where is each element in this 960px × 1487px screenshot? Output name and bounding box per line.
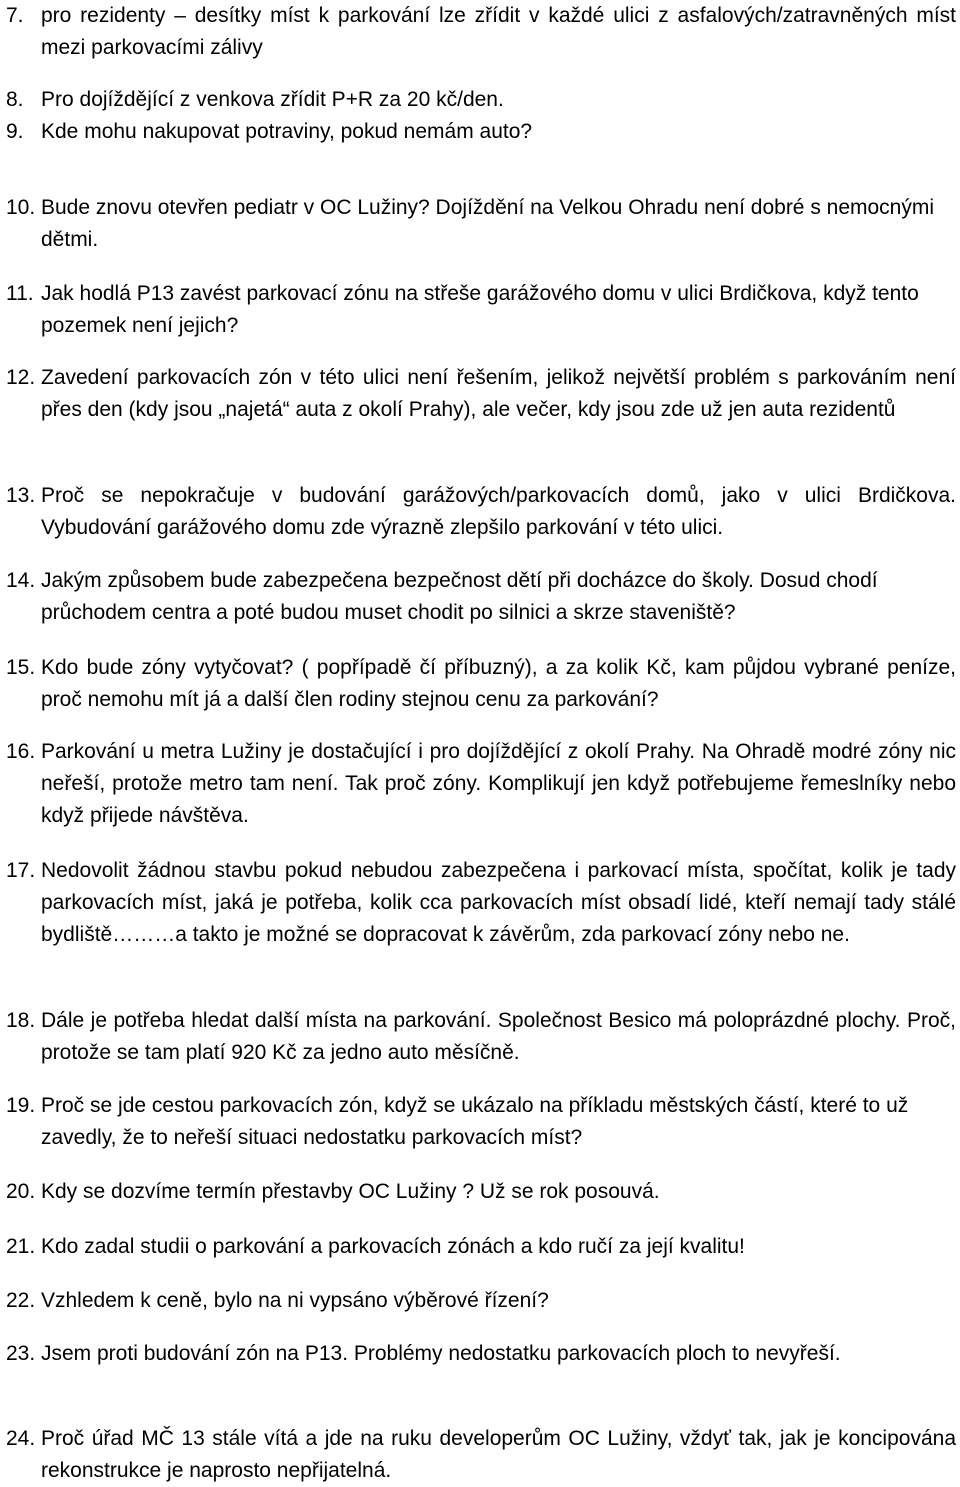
item-number: 16. [6,740,36,763]
item-text: Kdo bude zóny vytyčovat? ( popřípadě čí příbuzný), a za kolik Kč, kam půjdou vybrané peníze, proč nemohu mít já a další člen rodiny stejnou cenu za parkování? [41,656,956,711]
list-item [6,1176,956,1208]
item-text: Kdo zadal studii o parkování a parkovacích zónách a kdo ručí za její kvalitu! [41,1235,745,1258]
item-number: 24. [6,1427,36,1450]
item-number: 17. [6,859,36,882]
item-text: Proč se jde cestou parkovacích zón, když se ukázalo na příkladu městských částí, které to už zavedly, že to neřeší situaci nedostatku parkovacích míst? [41,1094,909,1149]
item-text: Dále je potřeba hledat další místa na parkování. Společnost Besico má poloprázdné plochy. Proč, protože se tam platí 920 Kč za jedno auto měsíčně. [41,1009,956,1064]
list-item [6,1090,956,1154]
item-number: 8. [6,88,24,111]
list-item [6,192,956,256]
list-item [6,1423,956,1487]
item-text: Zavedení parkovacích zón v této ulici není řešením, jelikož největší problém s parkováním není přes den (kdy jsou „najetá“ auta z okolí Prahy), ale večer, kdy jsou zde už jen auta rezidentů [41,366,956,421]
item-text: Kde mohu nakupovat potraviny, pokud nemám auto? [41,120,533,143]
item-number: 9. [6,120,24,143]
item-text: Nedovolit žádnou stavbu pokud nebudou zabezpečena i parkovací místa, spočítat, kolik je tady parkovacích míst, jaká je potřeba, kolik cca parkovacích míst obsadí lidé, kteří nemají tady stálé bydliště………a takto je možné se dopracovat k závěrům, zda parkovací zóny nebo ne. [41,859,956,946]
item-text: Kdy se dozvíme termín přestavby OC Lužiny ? Už se rok posouvá. [41,1180,660,1203]
item-text: Parkování u metra Lužiny je dostačující i pro dojíždějící z okolí Prahy. Na Ohradě modré zóny nic neřeší, protože metro tam není. Tak proč zóny. Komplikují jen když potřebujeme řemeslníky nebo když přijede návštěva. [41,740,956,827]
list-item [6,1231,956,1263]
list-item [6,736,956,832]
item-number: 22. [6,1289,36,1312]
item-number: 7. [6,4,24,27]
item-number: 14. [6,569,36,592]
list-item [6,116,956,148]
item-number: 18. [6,1009,36,1032]
list-item [6,84,956,116]
item-text: pro rezidenty – desítky míst k parkování lze zřídit v každé ulici z asfalových/zatravněných míst mezi parkovacími zálivy [41,4,956,59]
item-number: 21. [6,1235,36,1258]
list-item [6,652,956,716]
item-number: 15. [6,656,36,679]
item-text: Jakým způsobem bude zabezpečena bezpečnost dětí při docházce do školy. Dosud chodí průchodem centra a poté budou muset chodit po silnici a skrze staveniště? [41,569,878,624]
list-item [6,362,956,426]
list-item [6,278,956,342]
item-number: 20. [6,1180,36,1203]
item-text: Jsem proti budování zón na P13. Problémy nedostatku parkovacích ploch to nevyřeší. [41,1342,841,1365]
item-text: Pro dojíždějící z venkova zřídit P+R za 20 kč/den. [41,88,504,111]
item-text: Proč se nepokračuje v budování garážových/parkovacích domů, jako v ulici Brdičkova. Vybudování garážového domu zde výrazně zlepšilo parkování v této ulici. [41,484,956,539]
list-item [6,480,956,544]
list-item [6,1285,956,1317]
item-number: 12. [6,366,36,389]
item-number: 11. [6,282,34,305]
item-number: 10. [6,196,36,219]
item-text: Proč úřad MČ 13 stále vítá a jde na ruku developerům OC Lužiny, vždyť tak, jak je koncipována rekonstrukce je naprosto nepřijatelná. [41,1427,956,1482]
item-text: Vzhledem k ceně, bylo na ni vypsáno výběrové řízení? [41,1289,549,1312]
item-number: 19. [6,1094,36,1117]
item-number: 23. [6,1342,36,1365]
list-item [6,855,956,951]
list-item [6,1338,956,1370]
list-item [6,1005,956,1069]
item-text: Jak hodlá P13 zavést parkovací zónu na střeše garážového domu v ulici Brdičkova, když tento pozemek není jejich? [41,282,919,337]
list-item [6,0,956,64]
item-text: Bude znovu otevřen pediatr v OC Lužiny? Dojíždění na Velkou Ohradu není dobré s nemocnými dětmi. [41,196,935,251]
list-item [6,565,956,629]
item-number: 13. [6,484,36,507]
